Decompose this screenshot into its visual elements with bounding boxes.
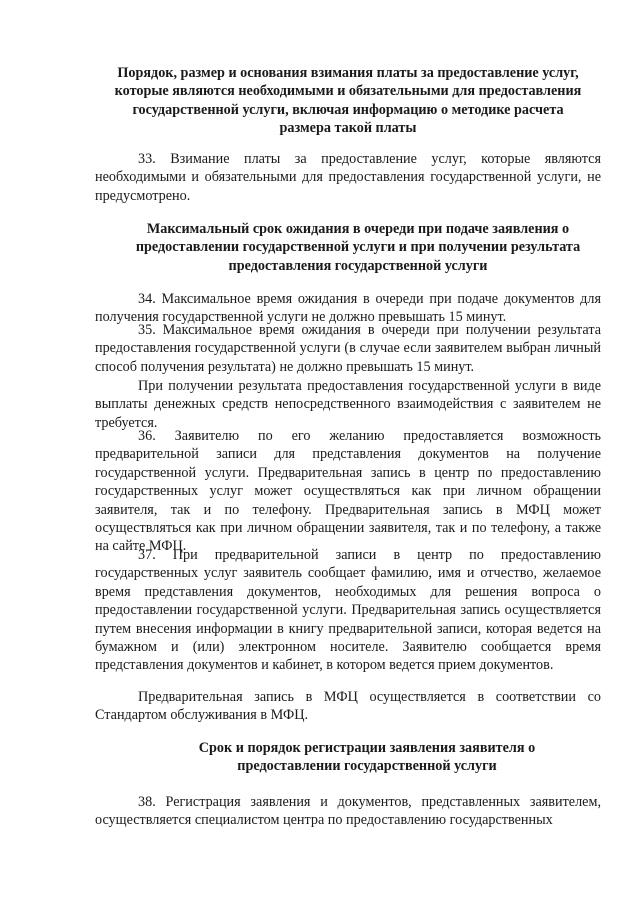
paragraph-33: 33. Взимание платы за предоставление услуг, которые являются необходимыми и обязательными для предоставления государственной услуги, не предусмотрено. — [95, 151, 601, 204]
section-heading-registration: Срок и порядок регистрации заявления заявителя о предоставлении государственной услуги — [198, 740, 536, 775]
paragraph-35: 35. Максимальное время ожидания в очереди при получении результата предоставления государственной услуги (в случае если заявителем выбран личный способ получения результата) не должно превышать 15 минут. — [95, 322, 601, 375]
paragraph-36: 36. Заявителю по его желанию предоставляется возможность предварительной записи для представления документов на получение государственной услуги. Предварительная запись в центр по предоставлению государственных услуг может осуществляться как при личном обращении заявителя, так и по телефону. Предварительная запись в МФЦ может осуществляться как при личном обращении заявителя, так и по телефону, а также на сайте МФЦ. — [95, 428, 601, 555]
paragraph-38: 38. Регистрация заявления и документов, представленных заявителем, осуществляется специалистом центра по предоставлению государственных — [95, 794, 601, 829]
paragraph-37-continuation: Предварительная запись в МФЦ осуществляется в соответствии со Стандартом обслуживания в МФЦ. — [95, 689, 601, 724]
paragraph-35-continuation: При получении результата предоставления государственной услуги в виде выплаты денежных средств непосредственного взаимодействия с заявителем не требуется. — [95, 378, 601, 431]
paragraph-34: 34. Максимальное время ожидания в очереди при подаче документов для получения государственной услуги не должно превышать 15 минут. — [95, 291, 601, 326]
section-heading-fee: Порядок, размер и основания взимания платы за предоставление услуг, которые являются необходимыми и обязательными для предоставления государственной услуги, включая информацию о методике расчета размера такой платы — [114, 65, 582, 137]
paragraph-37: 37. При предварительной записи в центр по предоставлению государственных услуг заявитель сообщает фамилию, имя и отчество, желаемое время представления документов, необходимых для решения вопроса о предоставлении государственной услуги. Предварительная запись осуществляется путем внесения информации в книгу предварительной записи, которая ведется на бумажном и (или) электронном носителе. Заявителю сообщается время представления документов и кабинет, в котором ведется прием документов. — [95, 547, 601, 674]
section-heading-queue: Максимальный срок ожидания в очереди при подаче заявления о предоставлении государственной услуги и при получении результата предоставления государственной услуги — [135, 221, 581, 274]
